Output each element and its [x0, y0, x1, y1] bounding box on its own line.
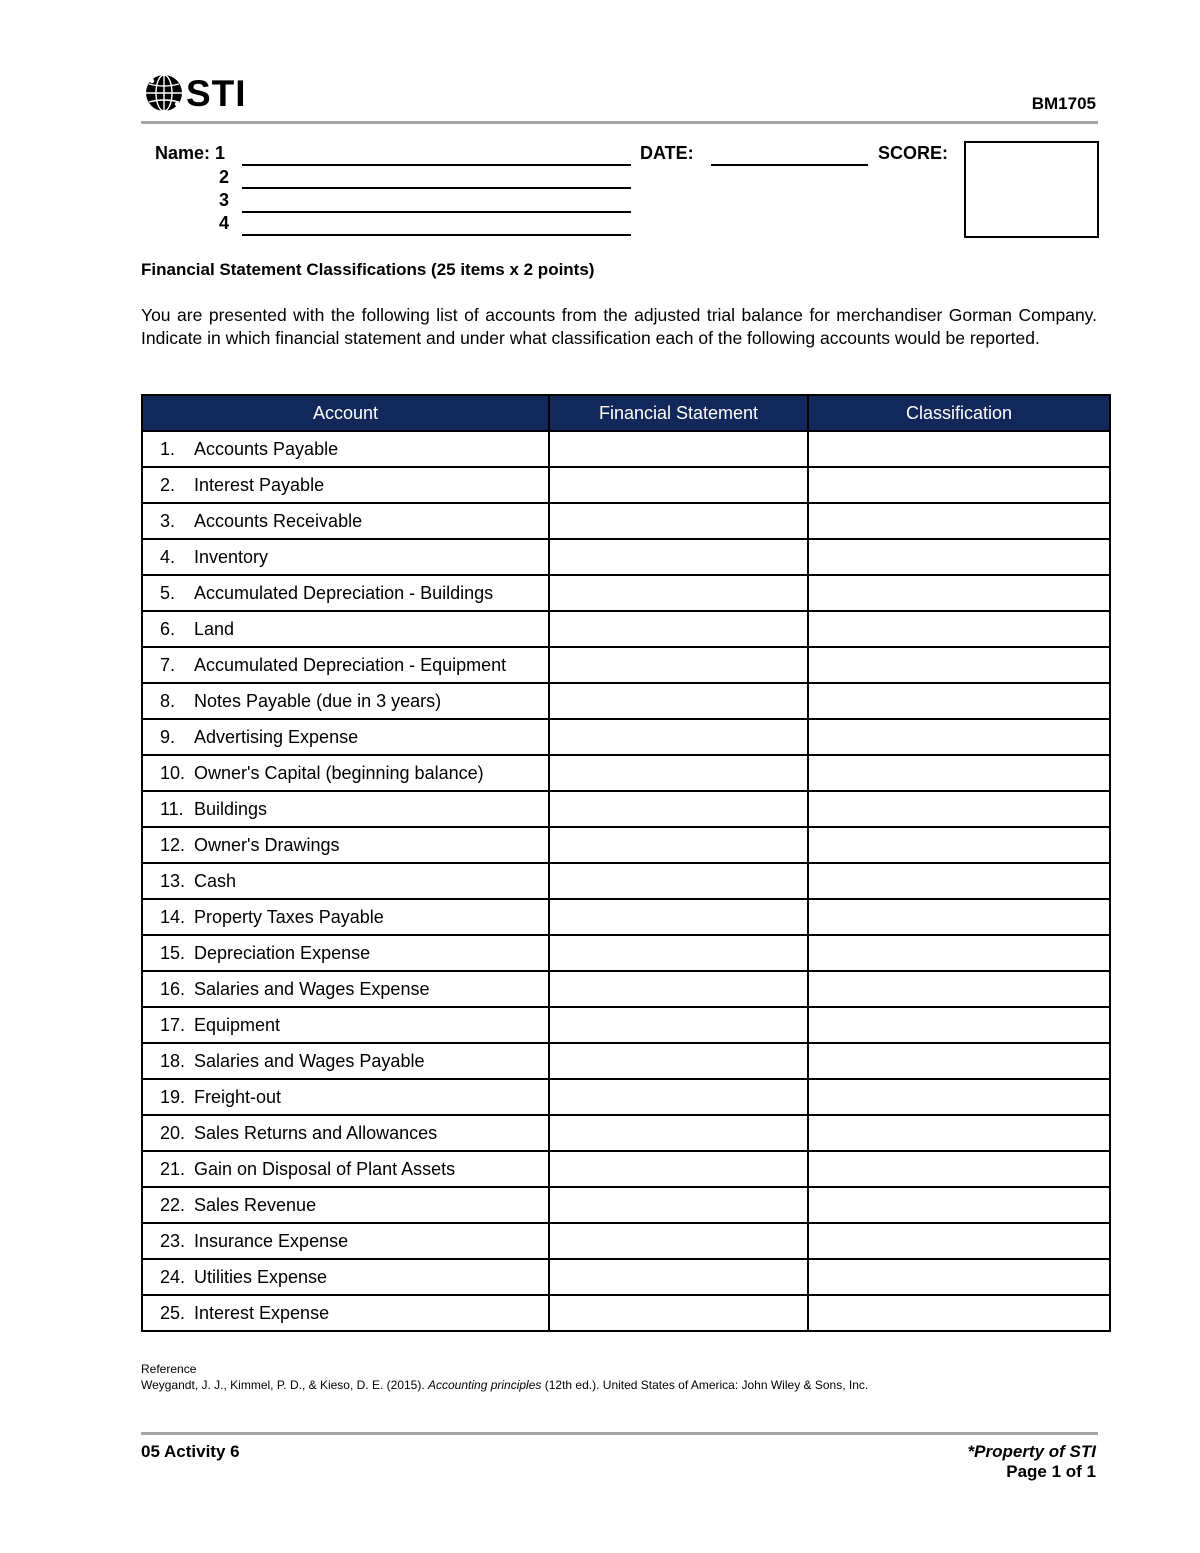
table-row	[142, 1007, 1110, 1043]
item-number: 17.	[160, 1014, 186, 1035]
classification-cell[interactable]	[808, 1079, 1110, 1115]
table-row	[142, 1043, 1110, 1079]
item-number: 18.	[160, 1050, 186, 1071]
financial-statement-cell[interactable]	[549, 899, 808, 935]
account-cell	[142, 971, 549, 1007]
financial-statement-cell[interactable]	[549, 431, 808, 467]
item-number: 13.	[160, 870, 186, 891]
account-name: Accumulated Depreciation - Equipment	[194, 654, 507, 675]
sti-logo	[144, 72, 247, 114]
classification-cell[interactable]	[808, 755, 1110, 791]
item-number: 1.	[160, 438, 176, 459]
globe-logo-icon	[144, 72, 184, 114]
account-name: Cash	[194, 870, 237, 891]
classification-cell[interactable]	[808, 575, 1110, 611]
column-header-financial-statement: Financial Statement	[549, 395, 808, 431]
item-number: 5.	[160, 582, 176, 603]
item-number: 2.	[160, 474, 176, 495]
classification-cell[interactable]	[808, 1043, 1110, 1079]
name-field-2[interactable]	[242, 187, 631, 189]
account-name: Accounts Payable	[194, 438, 339, 459]
table-header-row	[142, 395, 1110, 431]
financial-statement-cell[interactable]	[549, 1151, 808, 1187]
financial-statement-cell[interactable]	[549, 1295, 808, 1331]
item-number: 16.	[160, 978, 186, 999]
name-label: Name: 1	[155, 143, 226, 163]
footer-page-number: Page 1 of 1	[1006, 1462, 1096, 1481]
item-number: 9.	[160, 726, 176, 747]
footer-divider	[141, 1432, 1098, 1435]
footer-right	[968, 1442, 1096, 1482]
date-field[interactable]	[711, 164, 868, 166]
account-cell	[142, 863, 549, 899]
item-number: 24.	[160, 1266, 186, 1287]
item-number: 7.	[160, 654, 176, 675]
account-cell	[142, 719, 549, 755]
account-name: Salaries and Wages Expense	[194, 978, 430, 999]
account-name: Owner's Capital (beginning balance)	[194, 762, 484, 783]
account-name: Interest Expense	[194, 1302, 330, 1323]
item-number: 12.	[160, 834, 186, 855]
table-row	[142, 611, 1110, 647]
name-field-4[interactable]	[242, 234, 631, 236]
financial-statement-cell[interactable]	[549, 935, 808, 971]
name-field-3[interactable]	[242, 211, 631, 213]
table-row	[142, 1187, 1110, 1223]
financial-statement-cell[interactable]	[549, 1079, 808, 1115]
table-row	[142, 863, 1110, 899]
score-label: SCORE:	[878, 143, 949, 163]
table-row	[142, 719, 1110, 755]
financial-statement-cell[interactable]	[549, 647, 808, 683]
activity-title: Financial Statement Classifications (25 items x 2 points)	[141, 260, 595, 279]
table-row	[142, 539, 1110, 575]
account-cell	[142, 1115, 549, 1151]
item-number: 21.	[160, 1158, 186, 1179]
account-name: Accumulated Depreciation - Buildings	[194, 582, 494, 603]
classification-cell[interactable]	[808, 863, 1110, 899]
classification-cell[interactable]	[808, 539, 1110, 575]
account-name: Property Taxes Payable	[194, 906, 384, 927]
account-cell	[142, 1079, 549, 1115]
item-number: 23.	[160, 1230, 186, 1251]
reference-book-title: Accounting principles	[428, 1378, 542, 1392]
financial-statement-cell[interactable]	[549, 467, 808, 503]
reference-authors: Weygandt, J. J., Kimmel, P. D., & Kieso, D. E. (2015).	[141, 1378, 428, 1392]
table-row	[142, 1151, 1110, 1187]
classification-cell[interactable]	[808, 1151, 1110, 1187]
activity-instructions: You are presented with the following list of accounts from the adjusted trial balance for merchandiser Gorman Company. Indicate in which financial statement and under what classification each of the following accounts would be reported.	[141, 305, 1097, 348]
item-number: 11.	[160, 798, 184, 819]
account-name: Sales Revenue	[194, 1194, 317, 1215]
column-header-account: Account	[142, 395, 549, 431]
account-cell	[142, 1223, 549, 1259]
financial-statement-cell[interactable]	[549, 1187, 808, 1223]
name-number-4: 4	[219, 213, 230, 233]
classification-cell[interactable]	[808, 1187, 1110, 1223]
account-name: Insurance Expense	[194, 1230, 349, 1251]
reference-label: Reference	[141, 1362, 197, 1376]
classification-cell[interactable]	[808, 971, 1110, 1007]
classification-cell[interactable]	[808, 1295, 1110, 1331]
account-name: Buildings	[194, 798, 268, 819]
account-cell	[142, 1259, 549, 1295]
classification-cell[interactable]	[808, 611, 1110, 647]
financial-statement-cell[interactable]	[549, 863, 808, 899]
name-number-2: 2	[219, 167, 230, 187]
financial-statement-cell[interactable]	[549, 575, 808, 611]
classification-cell[interactable]	[808, 1115, 1110, 1151]
table-row	[142, 431, 1110, 467]
classification-cell[interactable]	[808, 683, 1110, 719]
table-row	[142, 1115, 1110, 1151]
item-number: 3.	[160, 510, 176, 531]
account-name: Utilities Expense	[194, 1266, 328, 1287]
table-row	[142, 1259, 1110, 1295]
table-row	[142, 935, 1110, 971]
item-number: 14.	[160, 906, 186, 927]
table-row	[142, 791, 1110, 827]
financial-statement-cell[interactable]	[549, 1223, 808, 1259]
account-name: Notes Payable (due in 3 years)	[194, 690, 442, 711]
classification-cell[interactable]	[808, 647, 1110, 683]
footer-property: *Property of STI	[967, 1442, 1096, 1461]
financial-statement-cell[interactable]	[549, 1259, 808, 1295]
account-cell	[142, 1295, 549, 1331]
account-name: Owner's Drawings	[194, 834, 340, 855]
table-row	[142, 647, 1110, 683]
account-cell	[142, 1187, 549, 1223]
financial-statement-cell[interactable]	[549, 1115, 808, 1151]
financial-statement-cell[interactable]	[549, 611, 808, 647]
reference-publisher: (12th ed.). United States of America: John Wiley & Sons, Inc.	[541, 1378, 869, 1392]
account-cell	[142, 647, 549, 683]
account-name: Interest Payable	[194, 474, 325, 495]
classification-cell[interactable]	[808, 791, 1110, 827]
item-number: 22.	[160, 1194, 186, 1215]
account-cell	[142, 575, 549, 611]
classification-cell[interactable]	[808, 467, 1110, 503]
accounts-table	[141, 394, 1111, 1332]
item-number: 15.	[160, 942, 186, 963]
financial-statement-cell[interactable]	[549, 539, 808, 575]
account-name: Sales Returns and Allowances	[194, 1122, 438, 1143]
classification-cell[interactable]	[808, 899, 1110, 935]
item-number: 6.	[160, 618, 176, 639]
document-code: BM1705	[1031, 94, 1096, 113]
account-cell	[142, 1043, 549, 1079]
account-cell	[142, 827, 549, 863]
table-row	[142, 1223, 1110, 1259]
classification-cell[interactable]	[808, 1007, 1110, 1043]
table-row	[142, 467, 1110, 503]
reference-citation	[141, 1378, 868, 1392]
account-name: Freight-out	[194, 1086, 282, 1107]
account-name: Inventory	[194, 546, 269, 567]
item-number: 8.	[160, 690, 176, 711]
name-field-1[interactable]	[242, 164, 631, 166]
date-label: DATE:	[640, 143, 694, 163]
financial-statement-cell[interactable]	[549, 719, 808, 755]
table-row	[142, 1295, 1110, 1331]
account-cell	[142, 935, 549, 971]
financial-statement-cell[interactable]	[549, 1043, 808, 1079]
column-header-classification: Classification	[808, 395, 1110, 431]
financial-statement-cell[interactable]	[549, 827, 808, 863]
table-row	[142, 971, 1110, 1007]
table-row	[142, 899, 1110, 935]
table-row	[142, 575, 1110, 611]
classification-cell[interactable]	[808, 935, 1110, 971]
score-box[interactable]	[964, 141, 1099, 238]
account-cell	[142, 899, 549, 935]
item-number: 25.	[160, 1302, 186, 1323]
table-row	[142, 755, 1110, 791]
table-row	[142, 503, 1110, 539]
account-name: Gain on Disposal of Plant Assets	[194, 1158, 456, 1179]
account-cell	[142, 683, 549, 719]
account-cell	[142, 791, 549, 827]
account-name: Advertising Expense	[194, 726, 359, 747]
header-divider	[141, 121, 1098, 124]
item-number: 20.	[160, 1122, 186, 1143]
table-row	[142, 827, 1110, 863]
financial-statement-cell[interactable]	[549, 971, 808, 1007]
financial-statement-cell[interactable]	[549, 683, 808, 719]
account-cell	[142, 755, 549, 791]
financial-statement-cell[interactable]	[549, 1007, 808, 1043]
financial-statement-cell[interactable]	[549, 503, 808, 539]
footer-activity: 05 Activity 6	[141, 1442, 240, 1461]
item-number: 10.	[160, 762, 186, 783]
account-cell	[142, 611, 549, 647]
account-cell	[142, 467, 549, 503]
account-name: Depreciation Expense	[194, 942, 371, 963]
classification-cell[interactable]	[808, 503, 1110, 539]
account-name: Land	[194, 618, 235, 639]
account-cell	[142, 539, 549, 575]
financial-statement-cell[interactable]	[549, 755, 808, 791]
table-row	[142, 683, 1110, 719]
item-number: 19.	[160, 1086, 186, 1107]
classification-cell[interactable]	[808, 1223, 1110, 1259]
logo-text: STI	[186, 72, 247, 114]
account-cell	[142, 1007, 549, 1043]
account-name: Salaries and Wages Payable	[194, 1050, 425, 1071]
item-number: 4.	[160, 546, 176, 567]
account-cell	[142, 1151, 549, 1187]
financial-statement-cell[interactable]	[549, 791, 808, 827]
account-cell	[142, 503, 549, 539]
table-row	[142, 1079, 1110, 1115]
name-number-3: 3	[219, 190, 230, 210]
classification-cell[interactable]	[808, 719, 1110, 755]
classification-cell[interactable]	[808, 827, 1110, 863]
classification-cell[interactable]	[808, 431, 1110, 467]
classification-cell[interactable]	[808, 1259, 1110, 1295]
account-cell	[142, 431, 549, 467]
account-name: Accounts Receivable	[194, 510, 363, 531]
account-name: Equipment	[194, 1014, 281, 1035]
